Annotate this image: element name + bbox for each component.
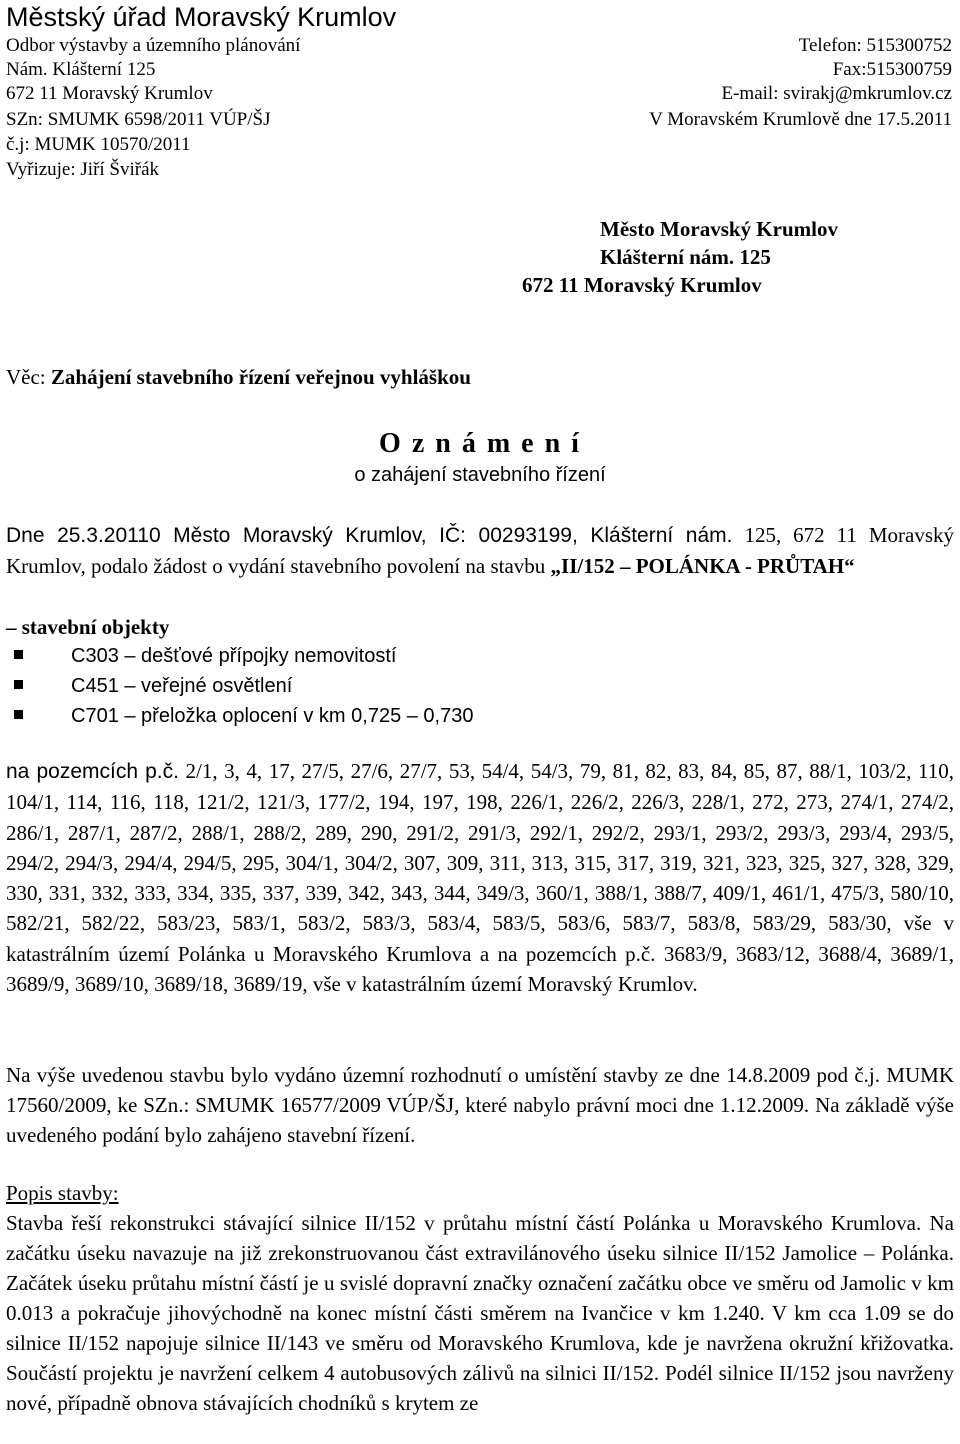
intro-sans: Dne 25.3.20110 Město Moravský Krumlov, IČ: 00293199, Klášterní nám. [6,524,733,547]
recipient-city: 672 11 Moravský Krumlov [522,273,762,297]
object-item: C701 – přeložka oplocení v km 0,725 – 0,730 [14,702,473,730]
intro-serif: 125, 672 11 Moravský Krumlov, podalo žádost o vydání stavebního povolení na stavbu [6,523,954,578]
email[interactable]: E-mail: svirakj@mkrumlov.cz [721,83,952,104]
file-number: SZn: SMUMK 6598/2011 VÚP/ŠJ [6,109,271,130]
office-street: Nám. Klášterní 125 [6,59,156,80]
decision-paragraph: Na výše uvedenou stavbu bylo vydáno územní rozhodnutí o umístění stavby ze dne 14.8.2009 pod č.j. MUMK 17560/2009, ke SZn.: SMUMK 16577/2009 VÚP/ŠJ, které nabylo právní moci dne 1.12.2009. Na základě výše uvedeného podání bylo zahájeno stavební řízení. [6,1063,954,1147]
description-paragraph: Stavba řeší rekonstrukci stávající silnice II/152 v průtahu místní částí Polánka u Moravského Krumlova. Na začátku úseku navazuje na již zrekonstruovanou část extravilánového úseku silnice II/152 Jamolice – Polánka. Začátek úseku průtahu místní částí je u svislé dopravní značky označení začátku obce ve směru od Jamolic v km 0.013 a pokračuje jihovýchodně na konec místní části směrem na Ivančice v km 1.240. V km cca 1.09 se do silnice II/152 napojuje silnice II/143 ve směru od Moravského Krumlova, kde je navržena okružní křižovatka. Součástí projektu je navržení celkem 4 autobusových zálivů na silnici II/152. Podél silnice II/152 jsou navrženy nové, případně obnova stávajících chodníků s krytem ze [6,1211,954,1415]
bullet-square-icon [14,710,23,719]
objects-heading: – stavební objekty [6,615,170,639]
project-name: „II/152 – POLÁNKA - PRŮTAH“ [550,554,855,578]
subject-label: Věc: [6,365,46,389]
object-item: C451 – veřejné osvětlení [14,672,292,700]
notice-title: O z n á m e n í [379,428,581,459]
parcels-list: 2/1, 3, 4, 17, 27/5, 27/6, 27/7, 53, 54/4, 54/3, 79, 81, 82, 83, 84, 85, 87, 88/1, 103/2, 110, 104/1, 114, 116, 118, 121/2, 121/3, 177/2, 194, 197, 198, 226/1, 226/2, 226/3, 228/1, 272, 273, 274/1, 274/2, 286/1, 287/1, 287/2, 288/1, 288/2, 289, 290, 291/2, 291/3, 292/1, 292/2, 293/1, 293/2, 293/3, 293/4, 293/5, 294/2, 294/3, 294/4, 294/5, 295, 304/1, 304/2, 307, 309, 311, 313, 315, 317, 319, 321, 323, 325, 327, 328, 329, 330, 331, 332, 333, 334, 335, 337, 339, 342, 343, 344, 349/3, 360/1, 388/1, 388/7, 409/1, 461/1, 475/3, 580/10, 582/21, 582/22, 583/23, 583/1, 583/2, 583/3, 583/4, 583/5, 583/6, 583/7, 583/8, 583/29, 583/30, vše v katastrálním území Polánka u Moravského Krumlova a na pozemcích p.č. 3683/9, 3683/12, 3688/4, 3689/1, 3689/9, 3689/10, 3689/18, 3689/19, vše v katastrálním území Moravský Krumlov. [6,759,954,997]
fax: Fax:515300759 [832,59,952,80]
reference-number: č.j: MUMK 10570/2011 [6,134,191,155]
notice-subtitle: o zahájení stavebního řízení [354,464,606,486]
subject-text: Zahájení stavebního řízení veřejnou vyhláškou [50,365,471,389]
parcels-paragraph [6,756,954,999]
parcels-sans: na pozemcích p.č. [6,760,179,783]
bullet-square-icon [14,650,23,659]
office-city: 672 11 Moravský Krumlov [6,83,213,104]
phone: Telefon: 515300752 [798,35,952,56]
handled-by: Vyřizuje: Jiří Šviřák [6,159,160,180]
subject-line [6,365,471,390]
office-name: Městský úřad Moravský Krumlov [6,2,397,32]
recipient-name: Město Moravský Krumlov [600,217,838,241]
place-date: V Moravském Krumlově dne 17.5.2011 [649,109,952,130]
intro-paragraph [6,520,954,581]
object-item: C303 – dešťové přípojky nemovitostí [14,642,396,670]
recipient-street: Klášterní nám. 125 [600,245,771,269]
description-heading: Popis stavby: [6,1181,119,1205]
bullet-square-icon [14,680,23,689]
department: Odbor výstavby a územního plánování [6,35,301,56]
